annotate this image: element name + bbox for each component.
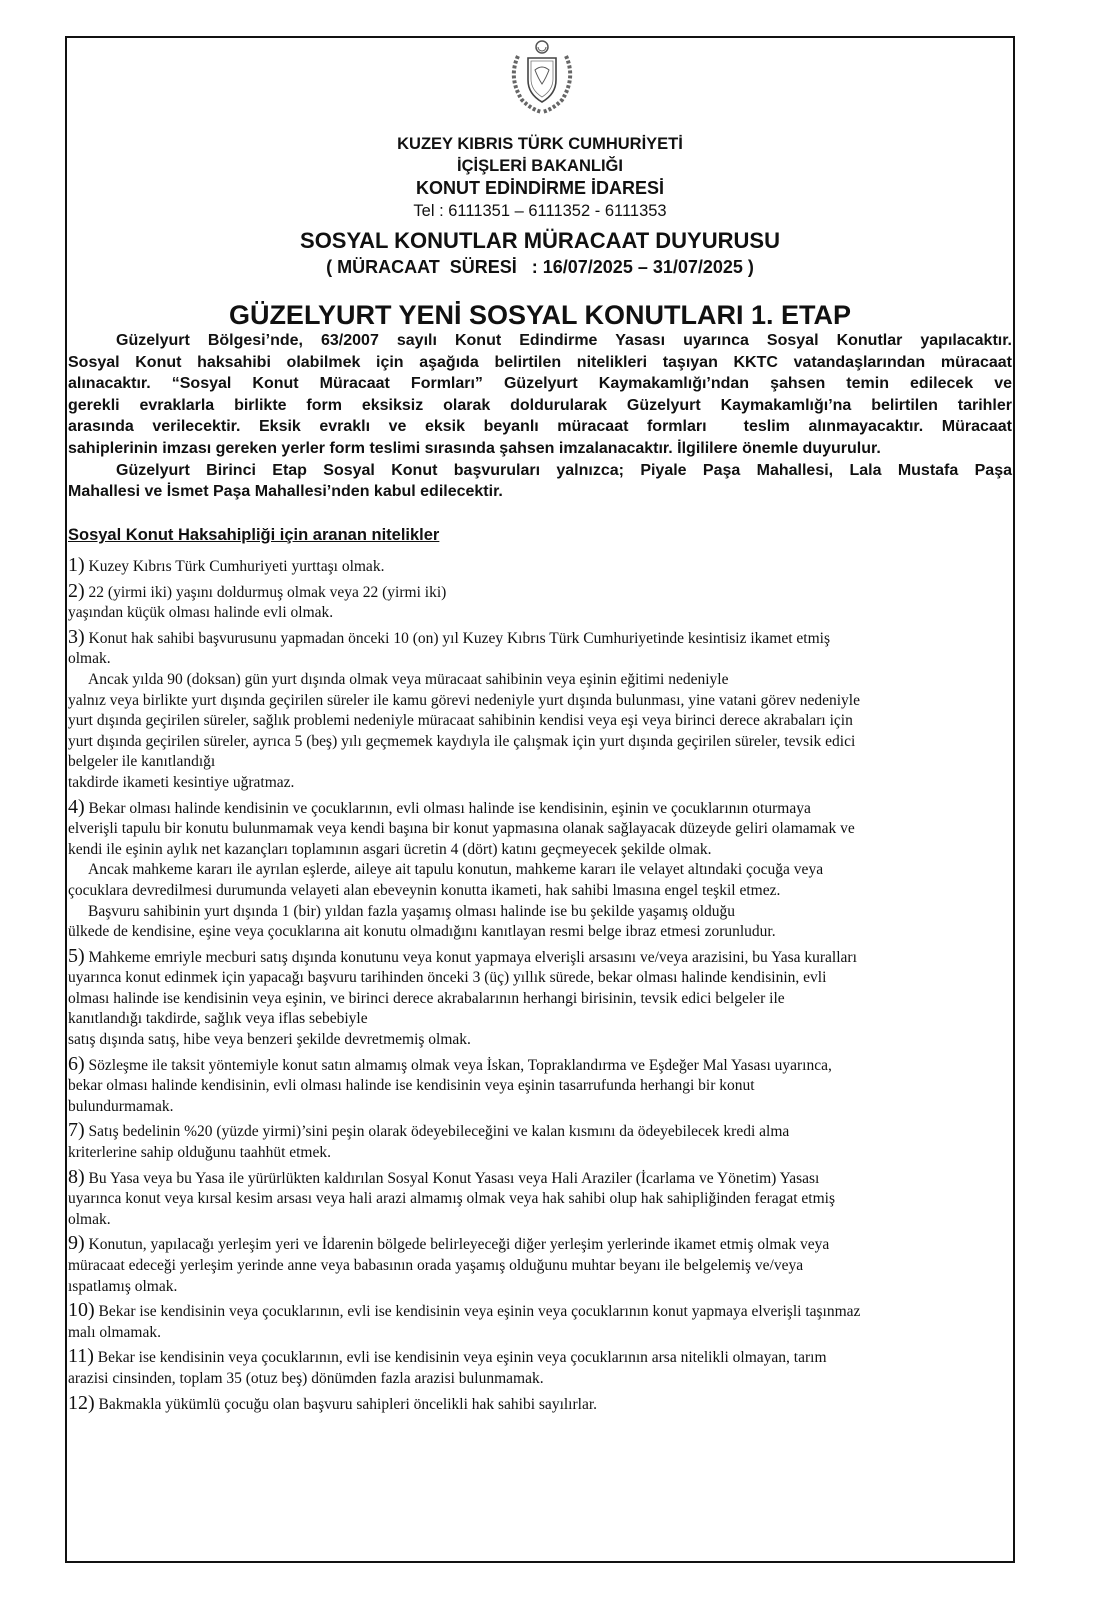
requirement-line: çocuklara devredilmesi durumunda velayeti alan ebeveynin konutta ikameti, hak sahibi lmasına engel teşkil etmez. <box>68 881 781 899</box>
requirement-line <box>68 1233 1012 1256</box>
requirement-text: Kuzey Kıbrıs Türk Cumhuriyeti yurttaşı olmak. <box>84 558 385 575</box>
requirement-text: Konutun, yapılacağı yerleşim yeri ve İdarenin bölgede belirleyeceği diğer yerleşim yerlerinde ikamet etmiş olmak veya <box>84 1236 830 1254</box>
requirement-item <box>68 627 1012 794</box>
requirement-line: malı olmamak. <box>68 1323 161 1341</box>
requirements-list <box>68 555 1012 1418</box>
intro-paragraph <box>68 330 1012 503</box>
requirement-item <box>68 581 1012 624</box>
requirement-line: bulundurmamak. <box>68 1097 174 1115</box>
requirement-number: 6) <box>68 1052 85 1075</box>
requirement-line: arazisi cinsinden, toplam 35 (otuz beş) dönümden fazla arazisi bulunmamak. <box>68 1369 544 1387</box>
requirement-line <box>68 1054 1012 1077</box>
requirement-number: 3) <box>68 625 85 648</box>
requirement-line: yalnız veya birlikte yurt dışında geçirilen süreler ile kamu görevi nedeniyle yurt dışında bulunması, yine vatani görev nedeniyle <box>68 691 860 709</box>
requirement-line: belgeler ile kanıtlandığı <box>68 753 216 771</box>
requirement-item <box>68 1120 1012 1163</box>
application-period: ( MÜRACAAT SÜRESİ : 16/07/2025 – 31/07/2025 ) <box>326 257 754 277</box>
requirement-number: 10) <box>68 1299 95 1322</box>
requirement-text: Sözleşme ile taksit yöntemiyle konut satın almamış olmak veya İskan, Topraklandırma ve Eşdeğer Mal Yasası uyarınca, <box>84 1056 832 1074</box>
requirement-line <box>68 627 1012 650</box>
requirement-line: uyarınca konut veya kırsal kesim arsası veya hali arazi almamış olmak veya hak sahibi olup hak sahipliğinden feragat etmiş <box>68 1190 836 1208</box>
requirement-line: olması halinde ise kendisinin veya eşinin, ve birinci derece akrabalarının herhangi birisinin, tevsik edici belgeler ile <box>68 989 785 1007</box>
requirement-number: 7) <box>68 1119 85 1142</box>
requirement-number: 5) <box>68 944 85 967</box>
intro-line: sahiplerinin imzası gereken yerler form teslimi sırasında şahsen imzalanacaktır. İlgililere önemle duyurulur. <box>68 439 881 457</box>
intro-line: gerekli evraklarla birlikte form eksiksiz olarak doldurularak Güzelyurt Kaymakamlığı’na belirtilen tarihler <box>68 396 1012 414</box>
requirement-line <box>68 1120 1012 1143</box>
intro-line: arasında verilecektir. Eksik evraklı ve eksik beyanlı müracaat formları teslim alınmayacaktır. Müracaat <box>68 418 1012 436</box>
requirement-number: 9) <box>68 1232 85 1255</box>
project-title: GÜZELYURT YENİ SOSYAL KONUTLARI 1. ETAP <box>228 300 852 330</box>
requirement-line: Başvuru sahibinin yurt dışında 1 (bir) yıldan fazla yaşamış olması halinde ise bu şekilde yaşamış olduğu <box>88 902 736 920</box>
ministry-name: İÇİŞLERİ BAKANLIĞI <box>457 157 623 175</box>
requirement-line: yurt dışında geçirilen süreler, sağlık problemi nedeniyle müracaat sahibinin kendisi veya eşi veya birinci derece akrabaları için <box>68 712 853 730</box>
requirement-item <box>68 555 1012 578</box>
requirement-line: bekar olması halinde kendisinin, evli olması halinde ise kendisinin veya eşinin tasarrufunda herhangi bir konut <box>68 1077 755 1095</box>
announcement-title: SOSYAL KONUTLAR MÜRACAAT DUYURUSU <box>300 228 780 253</box>
intro-line: Güzelyurt Birinci Etap Sosyal Konut başvuruları yalnızca; Piyale Paşa Mahallesi, Lala Mustafa Paşa <box>116 461 1012 479</box>
requirement-line: olmak. <box>68 650 111 668</box>
requirement-line <box>68 1300 1012 1323</box>
requirement-line: takdirde ikameti kesintiye uğratmaz. <box>68 773 295 791</box>
requirements-title: Sosyal Konut Haksahipliği için aranan nitelikler <box>68 526 440 544</box>
requirement-line <box>68 1346 1012 1369</box>
requirement-text: Bu Yasa veya bu Yasa ile yürürlükten kaldırılan Sosyal Konut Yasası veya Hali Araziler (İcarlama ve Yönetim) Yasası <box>84 1169 820 1187</box>
requirement-item <box>68 797 1012 943</box>
requirement-item <box>68 1346 1012 1389</box>
requirement-text: Bakmakla yükümlü çocuğu olan başvuru sahipleri öncelikli hak sahibi sayılırlar. <box>94 1395 598 1413</box>
requirement-line: uyarınca konut edinmek için yapacağı başvuru tarihinden önceki 3 (üç) yıllık sürede, bekar olması halinde kendisinin, evli <box>68 969 827 987</box>
state-emblem-icon <box>508 38 576 114</box>
requirement-line: yurt dışında geçirilen süreler, ayrıca 5 (beş) yılı geçmemek kaydıyla ile çalışmak için yurt dışında geçirilen süreler, tevsik edici <box>68 732 856 750</box>
requirement-line: kendi ile eşinin aylık net kazançları toplamının asgari ücretin 4 (dört) katını geçmeyecek şekilde olmak. <box>68 840 712 858</box>
requirement-line: müracaat edeceği yerleşim yerinde anne veya babasının orada yaşamış olduğunu muhtar beyanı ile belgelemiş ve/veya <box>68 1257 804 1274</box>
requirement-text: Bekar ise kendisinin veya çocuklarının, evli ise kendisinin veya eşinin veya çocuklarının konut yapmaya elverişli taşınmaz <box>94 1303 861 1321</box>
requirement-number: 8) <box>68 1165 85 1188</box>
requirement-number: 4) <box>68 795 85 818</box>
requirement-text: Bekar olması halinde kendisinin ve çocuklarının, evli olması halinde ise kendisinin, eşinin ve çocuklarının oturmaya <box>84 799 811 817</box>
requirement-line <box>68 555 1012 578</box>
intro-line: Sosyal Konut haksahibi olabilmek için aşağıda belirtilen nitelikleri taşıyan KKTC vatandaşlarından müracaat <box>68 353 1012 371</box>
requirement-item <box>68 1300 1012 1343</box>
requirement-text: Satış bedelinin %20 (yüzde yirmi)’sini peşin olarak ödeyebileceğini ve kalan kısmını da ödeyebilecek kredi alma <box>84 1123 790 1141</box>
requirement-item <box>68 1393 1012 1416</box>
requirement-line: ıspatlamış olmak. <box>68 1277 178 1295</box>
requirement-text: Bekar ise kendisinin veya çocuklarının, evli ise kendisinin veya eşinin veya çocuklarının arsa nitelikli olmayan, tarım <box>93 1349 827 1367</box>
agency-name: KONUT EDİNDİRME İDARESİ <box>415 178 664 198</box>
intro-line: Güzelyurt Bölgesi’nde, 63/2007 sayılı Konut Edindirme Yasası uyarınca Sosyal Konutlar yapılacaktır. <box>116 332 1012 349</box>
requirement-number: 11) <box>68 1345 94 1368</box>
requirement-line: Ancak mahkeme kararı ile ayrılan eşlerde, aileye ait tapulu konutun, mahkeme kararı ile velayet altındaki çocuğa veya <box>88 861 824 879</box>
requirement-number: 1) <box>68 554 85 576</box>
intro-line: alınacaktır. “Sosyal Konut Müracaat Formları” Güzelyurt Kaymakamlığı’ndan şahsen temin edilecek ve <box>68 375 1012 393</box>
requirement-text: Konut hak sahibi başvurusunu yapmadan önceki 10 (on) yıl Kuzey Kıbrıs Türk Cumhuriyetinde kesintisiz ikamet etmiş <box>84 629 830 647</box>
requirement-item <box>68 1054 1012 1118</box>
requirement-line: satış dışında satış, hibe veya benzeri şekilde devretmemiş olmak. <box>68 1031 471 1049</box>
phone-numbers: Tel : 6111351 – 6111352 - 6111353 <box>413 202 667 220</box>
requirement-item <box>68 946 1012 1051</box>
intro-line: Mahallesi ve İsmet Paşa Mahallesi’nden kabul edilecektir. <box>68 483 503 501</box>
requirement-line <box>68 797 1012 820</box>
requirement-number: 2) <box>68 579 85 602</box>
requirement-line: kanıtlandığı takdirde, sağlık veya iflas sebebiyle <box>68 1010 368 1028</box>
header-org <box>65 133 1015 199</box>
requirement-number: 12) <box>68 1391 95 1414</box>
requirement-text: 22 (yirmi iki) yaşını doldurmuş olmak veya 22 (yirmi iki) <box>84 583 447 601</box>
requirement-item <box>68 1233 1012 1297</box>
requirement-line: ülkede de kendisine, eşine veya çocuklarına ait konutu olmadığını kanıtlayan resmi belge ibraz etmesi zorunludur. <box>68 923 776 941</box>
requirement-line <box>68 1167 1012 1190</box>
requirement-line <box>68 1393 1012 1416</box>
country-name: KUZEY KIBRIS TÜRK CUMHURİYETİ <box>397 135 683 153</box>
requirement-line: elverişli tapulu bir konutu bulunmamak veya kendi başına bir konut yapmasına olanak sağlayacak düzeyde geliri olamamak ve <box>68 820 855 838</box>
requirement-line: kriterlerine sahip olduğunu taahhüt etmek. <box>68 1144 331 1162</box>
requirement-line: Ancak yılda 90 (doksan) gün yurt dışında olmak veya müracaat sahibinin veya eşinin eğitimi nedeniyle <box>88 670 729 688</box>
requirement-line <box>68 581 1012 604</box>
requirement-line <box>68 946 1012 969</box>
requirement-item <box>68 1167 1012 1231</box>
requirement-line: olmak. <box>68 1210 111 1228</box>
requirement-line: yaşından küçük olması halinde evli olmak. <box>68 604 334 622</box>
requirement-text: Mahkeme emriyle mecburi satış dışında konutunu veya konut yapmaya elverişli arsasını ve/veya arazisini, bu Yasa kuralları <box>84 948 857 966</box>
